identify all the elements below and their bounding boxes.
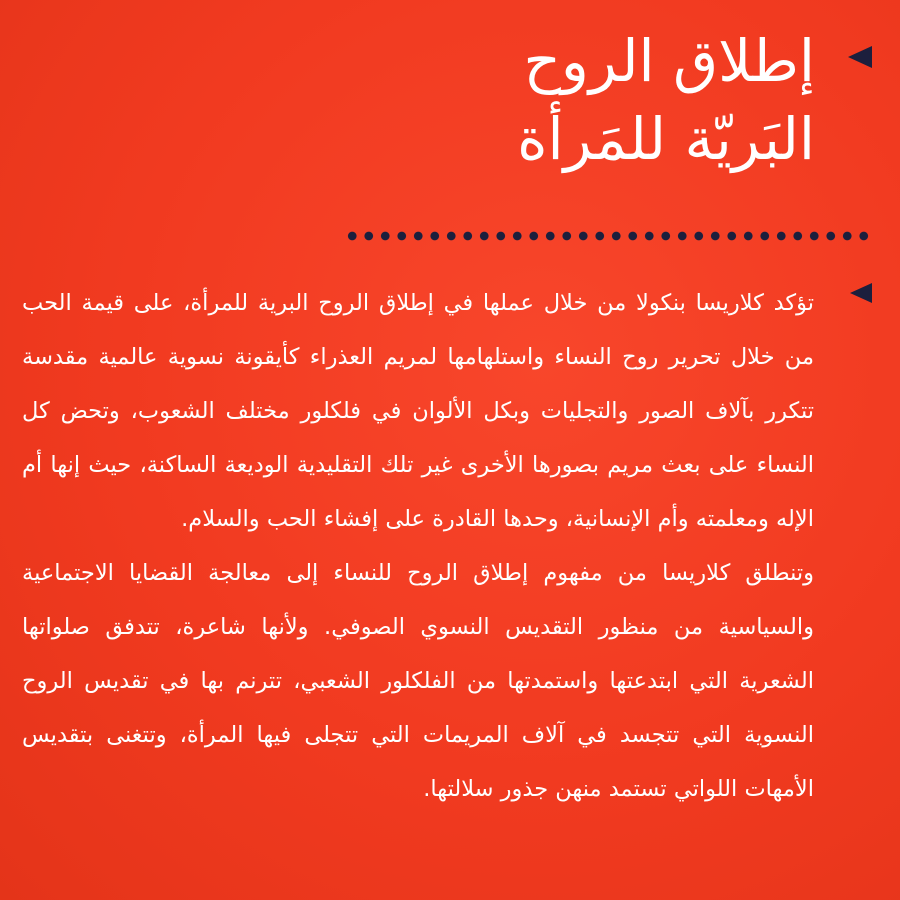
body-triangle-marker-icon	[850, 283, 872, 303]
title-line-1: إطلاق الروح	[523, 27, 815, 95]
title-line-2: البَريّة للمَرأة	[517, 105, 815, 173]
title-triangle-marker-icon	[848, 46, 872, 68]
paragraph-2: وتنطلق كلاريسا من مفهوم إطلاق الروح للنساء إلى معالجة القضايا الاجتماعية والسياسية من منظور التقديس النسوي الصوفي. ولأنها شاعرة، تتدفق صلواتها الشعرية التي ابتدعتها واستمدتها من الفلكلور الشعبي، تترنم بها في تقديس الروح النسوية التي تتجسد في آلاف المريمات التي تتجلى فيها المرأة، وتتغنى بتقديس الأمهات اللواتي تستمد منهن جذور سلالتها.	[22, 560, 814, 802]
page-title	[255, 22, 815, 178]
dotted-separator	[342, 230, 872, 242]
paragraph-1: تؤكد كلاريسا بنكولا من خلال عملها في إطلاق الروح البرية للمرأة، على قيمة الحب من خلال تحرير روح النساء واستلهامها لمريم العذراء كأيقونة نسوية عالمية مقدسة تتكرر بآلاف الصور والتجليات وبكل الألوان في فلكلور مختلف الشعوب، وتحض كل النساء على بعث مريم بصورها الأخرى غير تلك التقليدية الوديعة الساكنة، حيث إنها أم الإله ومعلمته وأم الإنسانية، وحدها القادرة على إفشاء الحب والسلام.	[22, 290, 814, 532]
article-body	[22, 276, 814, 816]
